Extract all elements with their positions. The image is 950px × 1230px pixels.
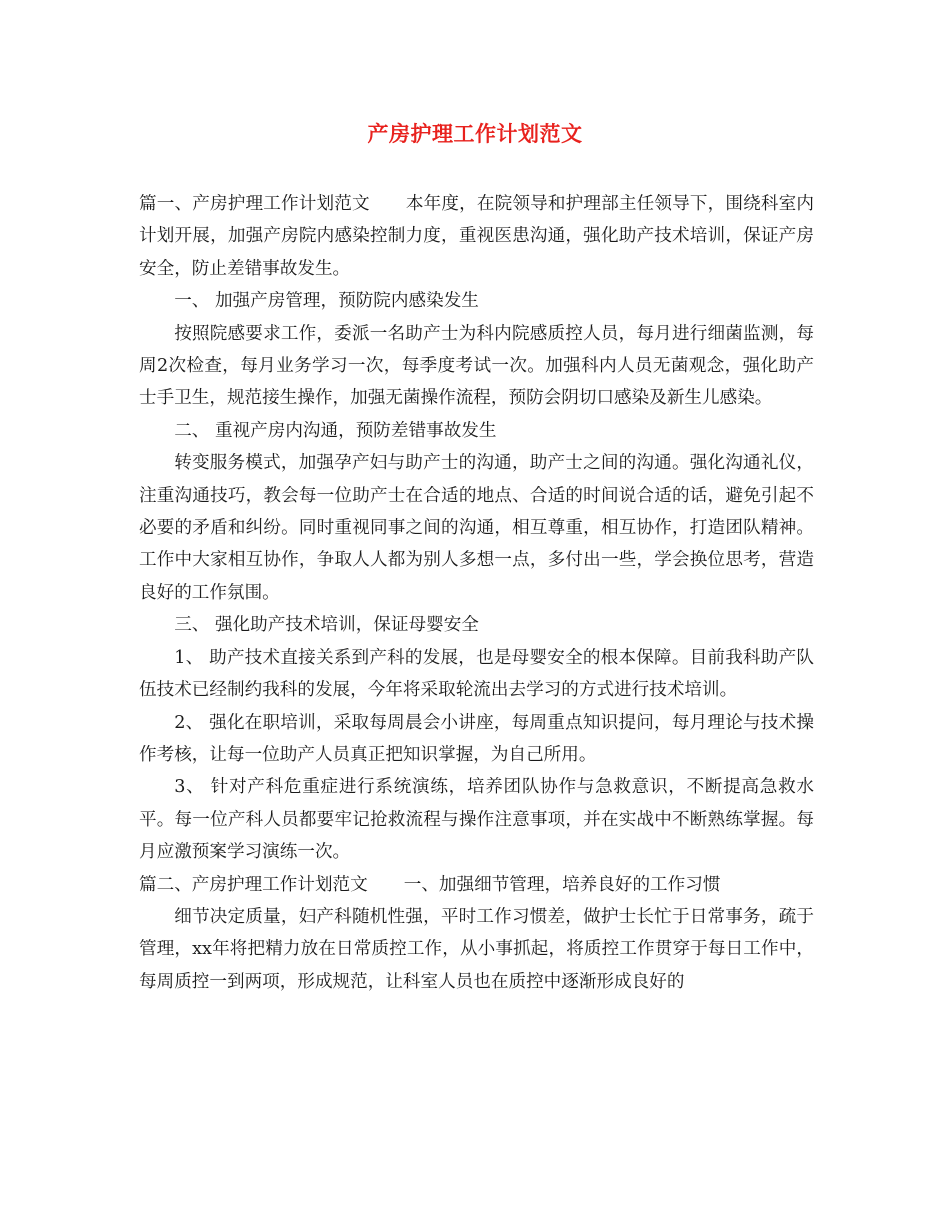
section2-item1-body: 细节决定质量，妇产科随机性强，平时工作习惯差，做护士长忙于日常事务，疏于管理，xx年将把精力放在日常质控工作，从小事抓起，将质控工作贯穿于每日工作中，每周质控一到两项，形成规范，让科室人员也在质控中逐渐形成良好的	[139, 906, 814, 992]
section2-heading-paragraph	[139, 869, 814, 901]
section1-item3-point3: 3、 针对产科危重症进行系统演练，培养团队协作与急救意识，不断提高急救水平。每一位产科人员都要牢记抢救流程与操作注意事项，并在实战中不断熟练掌握。每月应激预案学习演练一次。	[139, 777, 814, 863]
document-title: 产房护理工作计划范文	[367, 121, 583, 146]
section1-item2-heading: 二、 重视产房内沟通，预防差错事故发生	[174, 420, 497, 441]
section1-item3-point2: 2、 强化在职培训，采取每周晨会小讲座，每周重点知识提问，每月理论与技术操作考核，让每一位助产人员真正把知识掌握，为自己所用。	[139, 712, 814, 765]
section2-item1-heading: 一、加强细节管理，培养良好的工作习惯	[403, 874, 721, 895]
section2-heading: 篇二、产房护理工作计划范文	[139, 874, 368, 895]
document-body	[139, 188, 814, 998]
section1-intro-paragraph	[139, 188, 814, 285]
section1-heading: 篇一、产房护理工作计划范文	[139, 194, 370, 214]
section1-item2-body: 转变服务模式，加强孕产妇与助产士的沟通，助产士之间的沟通。强化沟通礼仪，注重沟通技巧，教会每一位助产士在合适的地点、合适的时间说合适的话，避免引起不必要的矛盾和纠纷。同时重视同事之间的沟通，相互尊重，相互协作，打造团队精神。工作中大家相互协作，争取人人都为别人多想一点，多付出一些，学会换位思考，营造良好的工作氛围。	[139, 453, 814, 603]
section1-item3-heading: 三、 强化助产技术培训，保证母婴安全	[174, 615, 479, 636]
section1-item3-point1: 1、 助产技术直接关系到产科的发展，也是母婴安全的根本保障。目前我科助产队伍技术已经制约我科的发展，今年将采取轮流出去学习的方式进行技术培训。	[139, 647, 814, 701]
section1-intro: 本年度，在院领导和护理部主任领导下，围绕科室内计划开展，加强产房院内感染控制力度，重视医患沟通，强化助产技术培训，保证产房安全，防止差错事故发生。	[139, 194, 814, 279]
section1-item1-heading: 一、 加强产房管理，预防院内感染发生	[174, 291, 479, 312]
section1-item1-body: 按照院感要求工作，委派一名助产士为科内院感质控人员，每月进行细菌监测，每周2次检查，每月业务学习一次，每季度考试一次。加强科内人员无菌观念，强化助产士手卫生，规范接生操作，加强无菌操作流程，预防会阴切口感染及新生儿感染。	[139, 323, 814, 409]
